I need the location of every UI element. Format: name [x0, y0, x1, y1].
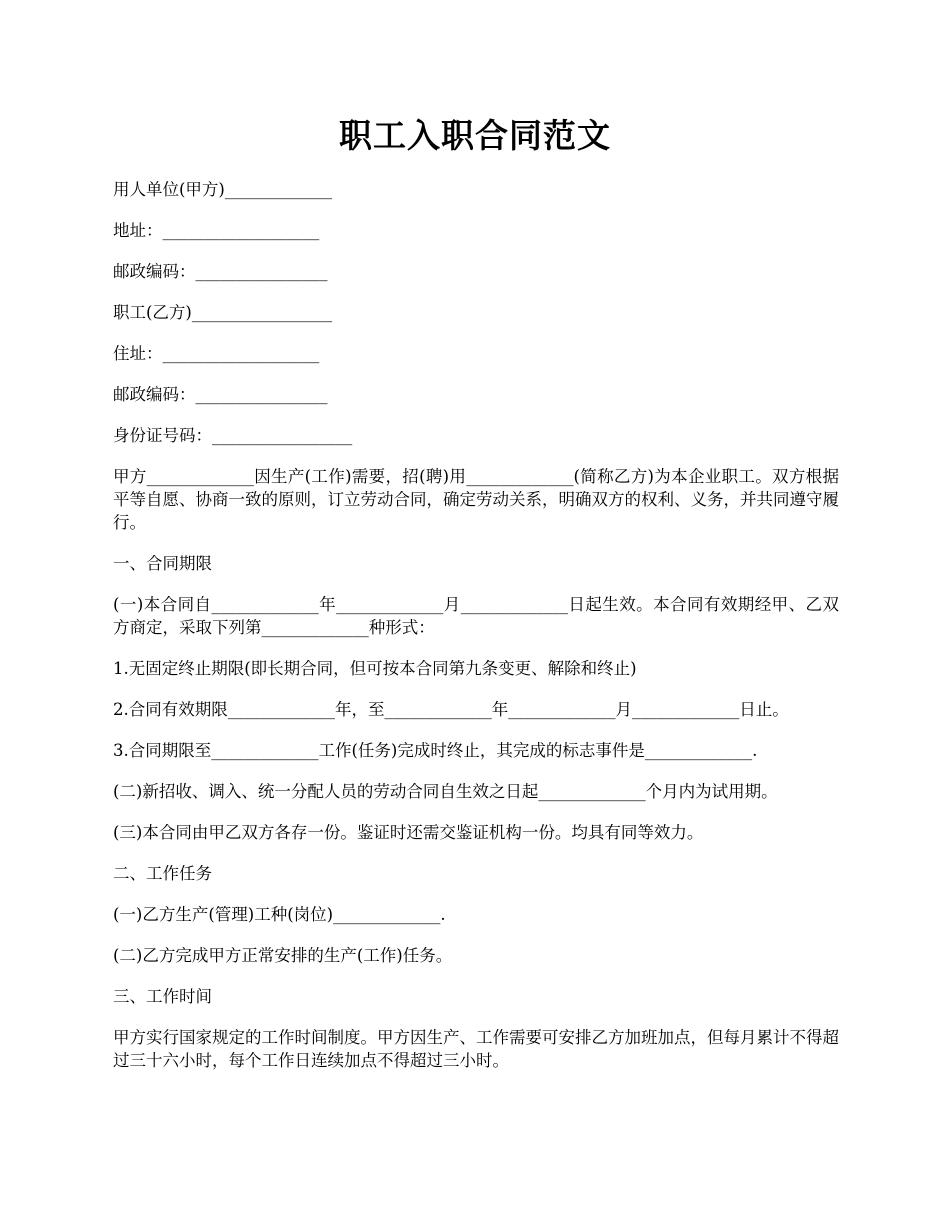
clause-term-2: (二)新招收、调入、统一分配人员的劳动合同自生效之日起_____________个月内为试用期。	[113, 782, 778, 801]
term-option-1: 1.无固定终止期限(即长期合同，但可按本合同第九条变更、解除和终止)	[113, 659, 637, 678]
field-residence: 住址：___________________	[113, 344, 320, 363]
term-option-3: 3.合同期限至_____________工作(任务)完成时终止，其完成的标志事件是_____________.	[113, 741, 758, 760]
section-heading-hours: 三、工作时间	[113, 987, 212, 1006]
clause-term-3: (三)本合同由甲乙双方各存一份。鉴证时还需交鉴证机构一份。均具有同等效力。	[113, 823, 704, 842]
field-postcode: 邮政编码：________________	[113, 262, 328, 281]
document-body	[113, 178, 839, 1090]
field-address: 地址：___________________	[113, 221, 320, 240]
intro-paragraph: 甲方_____________因生产(工作)需要，招(聘)用_____________(简称乙方)为本企业职工。双方根据平等自愿、协商一致的原则，订立劳动合同，确定劳动关系，明确双方的权利、义务，并共同遵守履行。	[113, 467, 839, 532]
field-employee: 职工(乙方)_________________	[113, 303, 333, 322]
clause-term-1: (一)本合同自_____________年_____________月_____________日起生效。本合同有效期经甲、乙双方商定，采取下列第_____________种形式：	[113, 595, 839, 637]
section-heading-term: 一、合同期限	[113, 554, 212, 573]
term-option-2: 2.合同有效期限_____________年，至_____________年_____________月_____________日止。	[113, 700, 789, 719]
clause-tasks-1: (一)乙方生产(管理)工种(岗位)_____________.	[113, 905, 446, 924]
section-heading-tasks: 二、工作任务	[113, 864, 212, 883]
document-title: 职工入职合同范文	[339, 116, 611, 155]
clause-tasks-2: (二)乙方完成甲方正常安排的生产(工作)任务。	[113, 946, 453, 965]
field-id-number: 身份证号码：_________________	[113, 426, 353, 445]
field-employee-postcode: 邮政编码：________________	[113, 385, 328, 404]
field-employer: 用人单位(甲方)_____________	[113, 180, 333, 199]
clause-hours: 甲方实行国家规定的工作时间制度。甲方因生产、工作需要可安排乙方加班加点，但每月累计不得超过三十六小时，每个工作日连续加点不得超过三小时。	[113, 1028, 839, 1070]
